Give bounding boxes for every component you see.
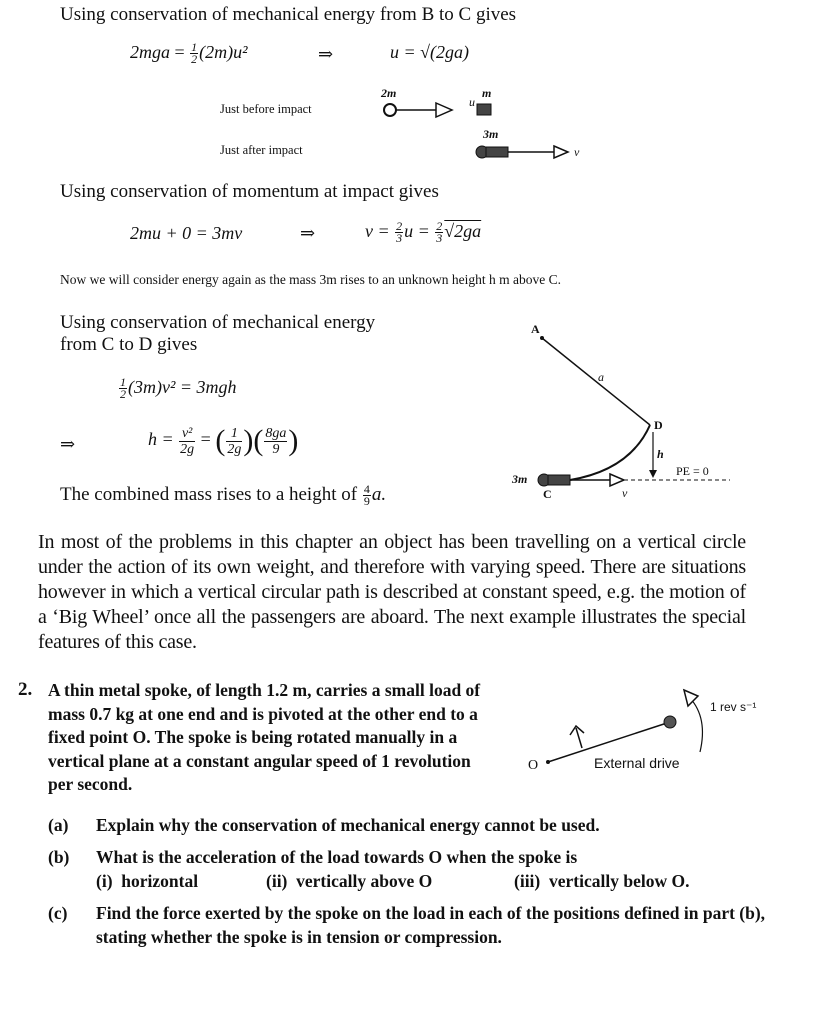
equation-h-result: h = $\frac{\text{v²}}{2g}$ = ( $\frac{1}{2g}$ )( $\frac{8ga}{9}$ )	[148, 424, 299, 457]
label-after-impact: Just after impact	[220, 143, 303, 157]
pendulum-diagram-svg	[500, 310, 760, 510]
intro-paragraph: In most of the problems in this chapter an object has been travelling on a vertical circle under the action of its own weight, and therefore with varying speed. There are situations however in which a vertical circular path is described at constant speed, e.g. the motion of a ‘Big Wheel’ once all the passengers are aboard. The next example illustrates the special features of this case.	[38, 531, 746, 653]
question-text: A thin metal spoke, of length 1.2 m, carries a small load of mass 0.7 kg at one end and is pivoted at the other end to a fixed point O. The spoke is being rotated manually in a vertical plane at a constant angular speed of 1 revolution per second.	[48, 680, 481, 794]
label-3m-pendulum: 3m	[512, 472, 528, 486]
heading-energy-b-to-c: Using conservation of mechanical energy from B to C gives	[60, 4, 517, 25]
note-energy: Now we will consider energy again as the mass 3m rises to an unknown height h m above C.	[60, 272, 562, 287]
heading-energy-c-to-d-line1: Using conservation of mechanical energy	[60, 312, 376, 333]
equation-u-result: u = √(2ga)	[390, 42, 470, 62]
part-b-ii: (ii) vertically above O	[266, 871, 433, 891]
part-a-label: (a)	[48, 815, 69, 835]
label-external-drive: External drive	[594, 755, 680, 771]
part-c-label: (c)	[48, 903, 68, 923]
fraction-v2-over-2g: $\frac{\text{v²}}{2g}$	[180, 425, 195, 457]
implies-arrow: ⇒	[318, 44, 334, 64]
question-number: 2.	[18, 679, 33, 700]
equation-energy-b-to-c: 2mga = $\frac{1}{2}$ (2m)u²	[130, 40, 248, 67]
eq-mid: (2m)u²	[199, 42, 248, 62]
label-c: C	[543, 487, 552, 501]
result-height	[60, 484, 386, 507]
part-b-iii: (iii) vertically below O.	[514, 871, 690, 891]
fraction-half: $\frac{1}{2}$	[191, 40, 198, 67]
height-h-arrow	[649, 470, 657, 478]
string-a-to-d	[542, 338, 650, 425]
ball-2m	[384, 104, 396, 116]
fraction-1-over-2g: $\frac{1}{2g}$	[227, 425, 242, 457]
fraction-two-thirds-2: $\frac{2}{3}$	[436, 219, 443, 246]
point-a	[540, 336, 544, 340]
label-pe-zero: PE = 0	[676, 464, 709, 478]
label-v-impact: v	[574, 145, 580, 159]
arc-c-to-d	[570, 425, 650, 480]
pivot-o	[546, 760, 550, 764]
result-prefix: The combined mass rises to a height of	[60, 484, 358, 505]
implies-arrow-3: ⇒	[60, 434, 76, 454]
label-mass-m: m	[482, 86, 492, 100]
fraction-half-2: $\frac{1}{2}$	[120, 375, 126, 402]
impact-diagram-svg	[370, 90, 590, 160]
heading-momentum: Using conservation of momentum at impact gives	[60, 181, 439, 202]
label-h: h	[657, 447, 664, 461]
fraction-two-thirds: $\frac{2}{3}$	[396, 219, 403, 246]
heading-energy-c-to-d-line2: from C to D gives	[60, 334, 198, 355]
part-c-text: Find the force exerted by the spoke on the load in each of the positions defined in part (b), stating whether the spoke is in tension or compression.	[96, 903, 766, 947]
block-m	[477, 104, 491, 115]
part-a-text: Explain why the conservation of mechanical energy cannot be used.	[96, 815, 600, 835]
block-combined	[486, 147, 508, 157]
arrow-v-head	[554, 146, 568, 158]
fraction-8ga-over-9: $\frac{8ga}{9}$	[265, 425, 287, 457]
label-before-impact: Just before impact	[220, 102, 312, 116]
label-mass-2m: 2m	[381, 86, 397, 100]
result-suffix: a.	[371, 484, 387, 505]
eq-energy-c-d: (3m)v² = 3mgh	[128, 377, 237, 397]
label-v-pendulum: v	[622, 486, 628, 500]
arrow-u-head	[436, 103, 452, 117]
label-a-point: A	[531, 322, 540, 336]
eq-v-part2: u =	[404, 221, 430, 241]
rotation-arc	[690, 698, 702, 752]
rotation-arrow-head	[684, 690, 698, 706]
part-b-text: What is the acceleration of the load towards O when the spoke is	[96, 847, 578, 867]
implies-arrow-2: ⇒	[300, 223, 316, 243]
equation-energy-c-to-d	[118, 377, 237, 400]
label-mass-3m: 3m	[483, 127, 499, 141]
label-u: u	[469, 95, 475, 109]
fraction-four-ninths: $\frac{4}{9}$	[363, 482, 370, 509]
block-3m	[548, 475, 570, 485]
eq-h: h =	[148, 429, 174, 450]
equation-momentum-lhs: 2mu + 0 = 3mv	[130, 223, 243, 243]
arrow-v2-head	[610, 474, 624, 486]
equation-v-result	[365, 221, 481, 244]
label-o-spoke: O	[528, 758, 539, 773]
eq-lhs: 2mga	[130, 42, 170, 62]
label-d: D	[654, 418, 663, 432]
eq-v-part1: v =	[365, 221, 390, 241]
part-b-label: (b)	[48, 847, 70, 867]
label-rev-per-second: 1 rev s⁻¹	[710, 700, 757, 714]
eq-v-part3: √2ga	[444, 221, 482, 241]
spoke-load	[664, 716, 676, 728]
label-a-length: a	[598, 370, 604, 384]
part-b-i: (i) horizontal	[96, 871, 199, 891]
